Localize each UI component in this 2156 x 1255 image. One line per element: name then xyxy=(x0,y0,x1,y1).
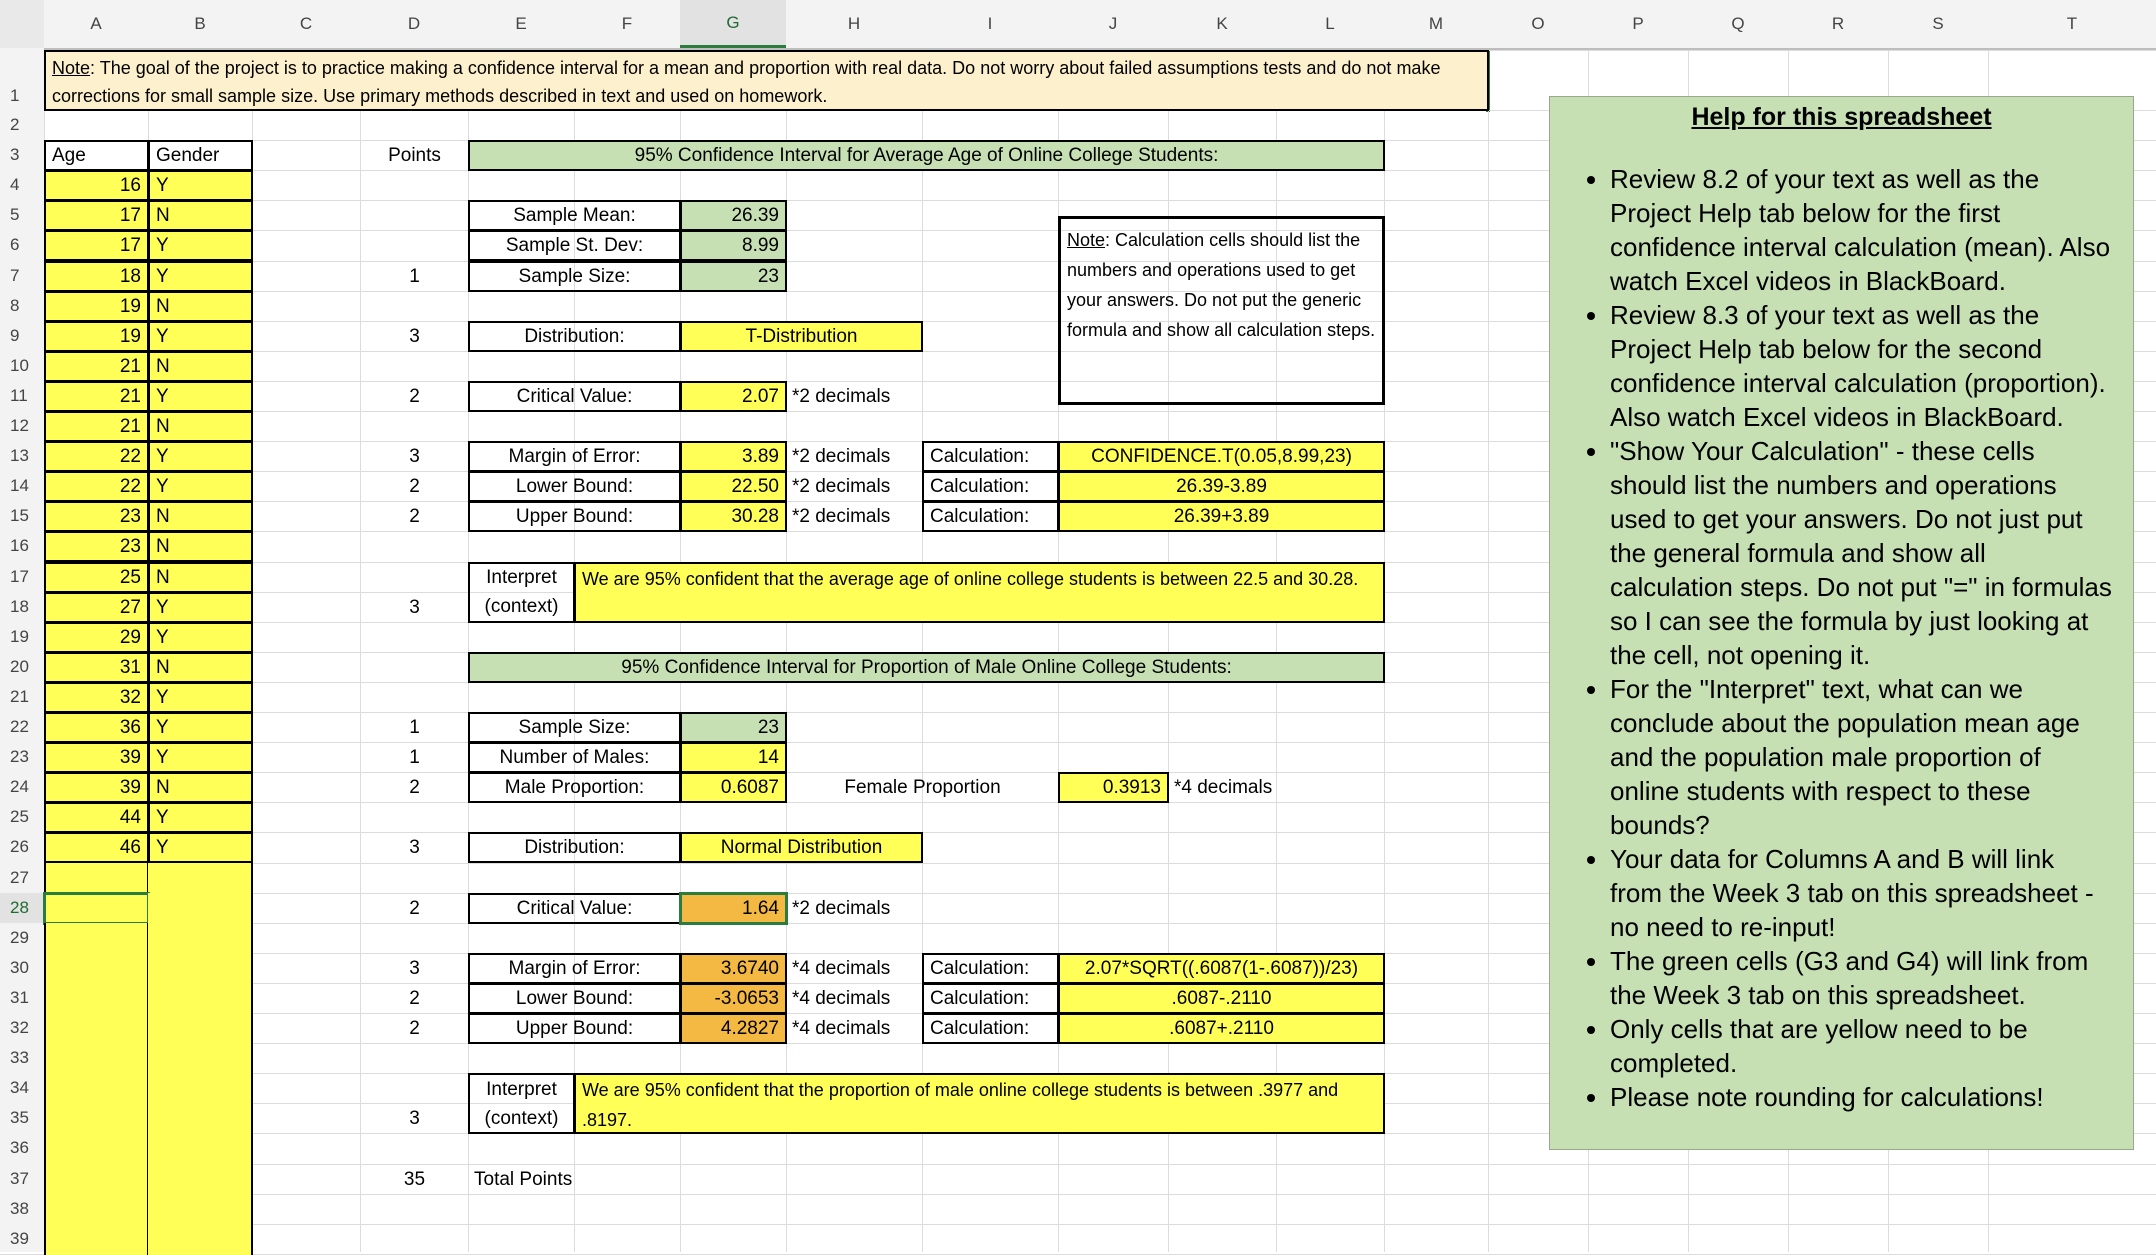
row-header-29[interactable]: 29 xyxy=(10,927,29,947)
prop-lower-bound-label: Lower Bound: xyxy=(468,983,681,1014)
age-cell-empty[interactable] xyxy=(44,923,149,954)
row-header-23[interactable]: 23 xyxy=(10,747,29,767)
prop-upper-bound-value[interactable]: 4.2827 xyxy=(680,1013,787,1044)
help-list xyxy=(1570,162,2113,1114)
row-header-25[interactable]: 25 xyxy=(10,807,29,827)
sample-sd-label: Sample St. Dev: xyxy=(468,230,681,261)
female-proportion-value[interactable]: 0.3913 xyxy=(1058,772,1169,803)
calculation-note xyxy=(1058,216,1385,405)
row-header-33[interactable]: 33 xyxy=(10,1048,29,1068)
column-gridline xyxy=(922,0,923,1252)
row-header-7[interactable]: 7 xyxy=(10,265,20,285)
gender-cell-empty[interactable] xyxy=(148,893,253,924)
row-header-11[interactable]: 11 xyxy=(10,385,28,405)
prop-margin-of-error-value[interactable]: 3.6740 xyxy=(680,953,787,984)
row-header-32[interactable]: 32 xyxy=(10,1018,29,1038)
age-cell[interactable]: 22 xyxy=(44,471,149,502)
age-cell-empty[interactable] xyxy=(44,983,149,1014)
age-cell[interactable]: 44 xyxy=(44,802,149,833)
points-value[interactable]: 3 xyxy=(409,957,420,979)
age-cell-empty[interactable] xyxy=(44,863,149,894)
prop-margin-of-error-label: Margin of Error: xyxy=(468,953,681,984)
gender-cell[interactable]: N xyxy=(148,411,253,442)
row-header-14[interactable]: 14 xyxy=(10,476,29,496)
points-value[interactable]: 1 xyxy=(409,265,420,287)
age-cell[interactable]: 39 xyxy=(44,742,149,773)
age-cell-empty[interactable] xyxy=(44,1194,149,1225)
prop-distribution-value[interactable]: Normal Distribution xyxy=(680,832,923,863)
lower-bound-value[interactable]: 22.50 xyxy=(680,471,787,502)
age-cell[interactable]: 21 xyxy=(44,351,149,382)
help-item: • Review 8.3 of your text as well as the Project Help tab below for the second confidence interval calculation (proportion). Also watch Excel videos in BlackBoard. xyxy=(1610,298,2113,434)
gender-cell[interactable]: N xyxy=(148,652,253,683)
gender-cell[interactable]: N xyxy=(148,501,253,532)
column-header-o[interactable]: O xyxy=(1531,14,1545,33)
prop-sample-size-value[interactable]: 23 xyxy=(680,712,787,743)
gender-cell[interactable]: Y xyxy=(148,261,253,292)
column-header-m[interactable]: M xyxy=(1428,14,1444,33)
points-value[interactable]: 2 xyxy=(409,476,420,498)
column-gridline xyxy=(786,0,787,1252)
calculation-note-text: : Calculation cells should list the numbers and operations used to get your answers. Do not put the generic formula and show all calculation steps. xyxy=(1067,230,1376,341)
prop-critical-value[interactable]: 1.64 xyxy=(680,893,787,924)
column-gridline xyxy=(1488,0,1489,1252)
column-header-q[interactable]: Q xyxy=(1731,14,1745,33)
help-item: • "Show Your Calculation" - these cells should list the numbers and operations used to get your answers. Do not just put the general formula and show all calculation steps. Do not put "=" in formulas so I can see the formula by just looking at the cell, not opening it. xyxy=(1610,434,2113,672)
prop-interpret-label xyxy=(468,1073,575,1134)
gender-cell[interactable]: N xyxy=(148,772,253,803)
row-header-31[interactable]: 31 xyxy=(10,987,29,1007)
gender-cell[interactable]: Y xyxy=(148,230,253,261)
decimals-note: *2 decimals xyxy=(792,446,891,468)
row-gridline xyxy=(0,1164,2156,1165)
gender-cell-empty[interactable] xyxy=(148,1013,253,1044)
gender-cell[interactable]: Y xyxy=(148,622,253,653)
row-header-19[interactable]: 19 xyxy=(10,626,29,646)
gender-cell[interactable]: Y xyxy=(148,592,253,623)
sample-size-value[interactable]: 23 xyxy=(680,261,787,292)
help-item: • For the "Interpret" text, what can we conclude about the population mean age and the population male proportion of online students with respect to these bounds? xyxy=(1610,672,2113,842)
upper-bound-label: Upper Bound: xyxy=(468,501,681,532)
row-header-5[interactable]: 5 xyxy=(10,205,20,225)
female-proportion-label: Female Proportion xyxy=(844,777,1001,799)
prop-lower-bound-calculation[interactable]: .6087-.2110 xyxy=(1058,983,1385,1014)
calculation-label: Calculation: xyxy=(922,953,1059,984)
sample-mean-value[interactable]: 26.39 xyxy=(680,200,787,231)
gender-cell[interactable]: Y xyxy=(148,712,253,743)
prop-distribution-label: Distribution: xyxy=(468,832,681,863)
age-cell[interactable]: 17 xyxy=(44,200,149,231)
age-cell-empty[interactable] xyxy=(44,1103,149,1134)
gender-cell-empty[interactable] xyxy=(148,1164,253,1195)
points-value[interactable]: 2 xyxy=(409,777,420,799)
gender-cell[interactable]: Y xyxy=(148,321,253,352)
distribution-label: Distribution: xyxy=(468,321,681,352)
gender-cell[interactable]: Y xyxy=(148,170,253,201)
column-gridline xyxy=(680,0,681,1252)
age-cell-empty[interactable] xyxy=(44,893,149,924)
gender-cell-empty[interactable] xyxy=(148,1133,253,1164)
calculation-label: Calculation: xyxy=(922,441,1059,472)
row-header-18[interactable]: 18 xyxy=(10,596,29,616)
column-gridline xyxy=(1276,0,1277,1252)
column-header-f[interactable]: F xyxy=(621,14,633,33)
upper-bound-value[interactable]: 30.28 xyxy=(680,501,787,532)
gender-cell[interactable]: N xyxy=(148,562,253,593)
column-header-t[interactable]: T xyxy=(2066,14,2078,33)
row-header-10[interactable]: 10 xyxy=(10,355,29,375)
age-cell-empty[interactable] xyxy=(44,1013,149,1044)
four-decimals-note: *4 decimals xyxy=(792,957,891,979)
gender-cell-empty[interactable] xyxy=(148,863,253,894)
points-value[interactable]: 3 xyxy=(409,1108,420,1130)
age-cell[interactable]: 19 xyxy=(44,291,149,322)
gender-cell[interactable]: Y xyxy=(148,471,253,502)
gender-cell[interactable]: Y xyxy=(148,802,253,833)
column-header-d[interactable]: D xyxy=(407,14,421,33)
prop-interpret-text[interactable]: We are 95% confident that the proportion of male online college students is between .3977 and .8197. xyxy=(574,1073,1385,1134)
row-header-36[interactable]: 36 xyxy=(10,1138,29,1158)
gender-cell[interactable]: N xyxy=(148,351,253,382)
help-item: • The green cells (G3 and G4) will link from the Week 3 tab on this spreadsheet. xyxy=(1610,944,2113,1012)
row-header-28[interactable]: 28 xyxy=(0,893,44,923)
calculation-label: Calculation: xyxy=(922,1013,1059,1044)
help-panel xyxy=(1549,96,2134,1150)
project-note[interactable] xyxy=(44,50,1489,111)
points-value[interactable]: 1 xyxy=(409,717,420,739)
column-header-h[interactable]: H xyxy=(847,14,861,33)
critical-value[interactable]: 2.07 xyxy=(680,381,787,412)
row-header-37[interactable]: 37 xyxy=(10,1168,29,1188)
mean-ci-title: 95% Confidence Interval for Average Age of Online College Students: xyxy=(468,140,1385,171)
row-header-16[interactable]: 16 xyxy=(10,536,29,556)
gender-cell[interactable]: Y xyxy=(148,381,253,412)
four-decimals-note: *4 decimals xyxy=(1174,777,1273,799)
calculation-note-label: Note xyxy=(1067,230,1106,251)
age-cell-empty[interactable] xyxy=(44,1133,149,1164)
gender-cell-empty[interactable] xyxy=(148,983,253,1014)
help-item: • Please note rounding for calculations! xyxy=(1610,1080,2113,1114)
age-cell[interactable]: 46 xyxy=(44,832,149,863)
age-cell-empty[interactable] xyxy=(44,953,149,984)
column-header-p[interactable]: P xyxy=(1632,14,1644,33)
row-header-30[interactable]: 30 xyxy=(10,957,29,977)
number-of-males-value[interactable]: 14 xyxy=(680,742,787,773)
calculation-label: Calculation: xyxy=(922,501,1059,532)
decimals-note: *2 decimals xyxy=(792,506,891,528)
upper-bound-calculation[interactable]: 26.39+3.89 xyxy=(1058,501,1385,532)
column-header-c[interactable]: C xyxy=(299,14,313,33)
prop-interpret-label-line2: (context) xyxy=(484,1107,559,1129)
row-header-9[interactable]: 9 xyxy=(10,325,20,345)
points-value[interactable]: 1 xyxy=(409,747,420,769)
age-cell[interactable]: 27 xyxy=(44,592,149,623)
gender-cell[interactable]: Y xyxy=(148,682,253,713)
margin-of-error-label: Margin of Error: xyxy=(468,441,681,472)
row-gridline xyxy=(0,1194,2156,1195)
prop-upper-bound-calculation[interactable]: .6087+.2110 xyxy=(1058,1013,1385,1044)
age-cell[interactable]: 31 xyxy=(44,652,149,683)
row-header-8[interactable]: 8 xyxy=(10,295,20,315)
prop-interpret-label-line1: Interpret xyxy=(486,1078,557,1100)
age-cell[interactable]: 21 xyxy=(44,411,149,442)
gender-cell[interactable]: N xyxy=(148,200,253,231)
points-value[interactable]: 3 xyxy=(409,837,420,859)
sample-sd-value[interactable]: 8.99 xyxy=(680,230,787,261)
row-header-1[interactable]: 1 xyxy=(10,86,20,105)
decimals-note: *2 decimals xyxy=(792,385,891,407)
help-item: • Your data for Columns A and B will link from the Week 3 tab on this spreadsheet - no need to re-input! xyxy=(1610,842,2113,944)
row-header-26[interactable]: 26 xyxy=(10,837,29,857)
column-header-j[interactable]: J xyxy=(1108,14,1118,33)
number-of-males-label: Number of Males: xyxy=(468,742,681,773)
calculation-label: Calculation: xyxy=(922,983,1059,1014)
gender-cell[interactable]: Y xyxy=(148,832,253,863)
age-cell[interactable]: 29 xyxy=(44,622,149,653)
row-header-39[interactable]: 39 xyxy=(10,1228,29,1248)
column-header-s[interactable]: S xyxy=(1932,14,1944,33)
age-cell[interactable]: 22 xyxy=(44,441,149,472)
row-header-15[interactable]: 15 xyxy=(10,506,29,526)
sample-mean-label: Sample Mean: xyxy=(468,200,681,231)
calculation-label: Calculation: xyxy=(922,471,1059,502)
margin-of-error-value[interactable]: 3.89 xyxy=(680,441,787,472)
male-proportion-value[interactable]: 0.6087 xyxy=(680,772,787,803)
age-cell[interactable]: 36 xyxy=(44,712,149,743)
row-gridline xyxy=(0,1224,2156,1225)
column-gridline xyxy=(360,0,361,1252)
help-item: • Review 8.2 of your text as well as the Project Help tab below for the first confidence interval calculation (mean). Also watch Excel videos in BlackBoard. xyxy=(1610,162,2113,298)
help-item: • Only cells that are yellow need to be completed. xyxy=(1610,1012,2113,1080)
column-header-g[interactable]: G xyxy=(680,0,786,48)
points-value[interactable]: 2 xyxy=(409,897,420,919)
critical-value-label: Critical Value: xyxy=(468,381,681,412)
prop-moe-calculation[interactable]: 2.07*SQRT((.6087(1-.6087))/23) xyxy=(1058,953,1385,984)
column-gridline xyxy=(468,0,469,1252)
row-header-13[interactable]: 13 xyxy=(10,446,29,466)
decimals-note: *2 decimals xyxy=(792,476,891,498)
prop-critical-value-label: Critical Value: xyxy=(468,893,681,924)
column-gridline xyxy=(1384,0,1385,1252)
age-header[interactable]: Age xyxy=(44,140,149,171)
four-decimals-note: *4 decimals xyxy=(792,1018,891,1040)
points-value[interactable]: 3 xyxy=(409,446,420,468)
gender-cell[interactable]: N xyxy=(148,531,253,562)
age-cell[interactable]: 16 xyxy=(44,170,149,201)
points-value[interactable]: 2 xyxy=(409,506,420,528)
gender-cell-empty[interactable] xyxy=(148,1224,253,1255)
lower-bound-label: Lower Bound: xyxy=(468,471,681,502)
row-header-35[interactable]: 35 xyxy=(10,1108,29,1128)
four-decimals-note: *4 decimals xyxy=(792,987,891,1009)
interpret-label-line2: (context) xyxy=(484,595,559,617)
points-value[interactable]: 2 xyxy=(409,385,420,407)
interpret-label-line1: Interpret xyxy=(486,567,557,589)
prop-ci-title: 95% Confidence Interval for Proportion of Male Online College Students: xyxy=(468,652,1385,683)
row-header-24[interactable]: 24 xyxy=(10,777,29,797)
distribution-value[interactable]: T-Distribution xyxy=(680,321,923,352)
row-header-17[interactable]: 17 xyxy=(10,566,29,586)
row-header-3[interactable]: 3 xyxy=(10,145,20,165)
column-gridline xyxy=(1058,0,1059,1252)
row-header-6[interactable]: 6 xyxy=(10,235,20,255)
row-header-22[interactable]: 22 xyxy=(10,717,29,737)
row-header-20[interactable]: 20 xyxy=(10,656,29,676)
two-decimals-note: *2 decimals xyxy=(792,897,891,919)
column-header-a[interactable]: A xyxy=(90,14,102,33)
gender-cell-empty[interactable] xyxy=(148,1043,253,1074)
age-cell[interactable]: 25 xyxy=(44,562,149,593)
column-gridline xyxy=(1168,0,1169,1252)
sample-size-label: Sample Size: xyxy=(468,261,681,292)
age-cell[interactable]: 21 xyxy=(44,381,149,412)
prop-lower-bound-value[interactable]: -3.0653 xyxy=(680,983,787,1014)
interpret-text[interactable]: We are 95% confident that the average age of online college students is between 22.5 and 30.28. xyxy=(574,562,1385,623)
column-gridline xyxy=(574,0,575,1252)
age-cell[interactable]: 18 xyxy=(44,261,149,292)
row-header-34[interactable]: 34 xyxy=(10,1078,29,1098)
age-cell[interactable]: 17 xyxy=(44,230,149,261)
note-label: Note xyxy=(52,58,91,78)
gender-cell[interactable]: Y xyxy=(148,742,253,773)
points-value[interactable]: 35 xyxy=(403,1168,426,1190)
gender-cell-empty[interactable] xyxy=(148,1073,253,1104)
gender-cell[interactable]: N xyxy=(148,291,253,322)
male-proportion-label: Male Proportion: xyxy=(468,772,681,803)
gender-cell[interactable]: Y xyxy=(148,441,253,472)
points-value[interactable]: 2 xyxy=(409,1018,420,1040)
age-cell-empty[interactable] xyxy=(44,1224,149,1255)
column-header-l[interactable]: L xyxy=(1325,14,1335,33)
row-header-38[interactable]: 38 xyxy=(10,1198,29,1218)
column-header-k[interactable]: K xyxy=(1216,14,1228,33)
row-header-21[interactable]: 21 xyxy=(10,686,29,706)
gender-cell-empty[interactable] xyxy=(148,1103,253,1134)
points-value[interactable]: 3 xyxy=(409,325,420,347)
gender-cell-empty[interactable] xyxy=(148,923,253,954)
total-points-label: Total Points xyxy=(474,1168,573,1190)
points-header[interactable]: Points xyxy=(388,145,441,167)
age-cell-empty[interactable] xyxy=(44,1164,149,1195)
age-cell-empty[interactable] xyxy=(44,1043,149,1074)
age-cell[interactable]: 39 xyxy=(44,772,149,803)
moe-calculation[interactable]: CONFIDENCE.T(0.05,8.99,23) xyxy=(1058,441,1385,472)
prop-sample-size-label: Sample Size: xyxy=(468,712,681,743)
prop-upper-bound-label: Upper Bound: xyxy=(468,1013,681,1044)
row-header-12[interactable]: 12 xyxy=(10,416,29,436)
gender-cell-empty[interactable] xyxy=(148,953,253,984)
age-cell-empty[interactable] xyxy=(44,1073,149,1104)
points-value[interactable]: 2 xyxy=(409,987,420,1009)
age-cell[interactable]: 23 xyxy=(44,531,149,562)
points-value[interactable]: 3 xyxy=(409,596,420,618)
row-header-4[interactable]: 4 xyxy=(10,175,20,195)
row-header-27[interactable]: 27 xyxy=(10,867,29,887)
help-title: Help for this spreadsheet xyxy=(1691,103,1992,131)
gender-header[interactable]: Gender xyxy=(148,140,253,171)
row-header-2[interactable]: 2 xyxy=(10,115,20,135)
gender-cell-empty[interactable] xyxy=(148,1194,253,1225)
lower-bound-calculation[interactable]: 26.39-3.89 xyxy=(1058,471,1385,502)
column-header-e[interactable]: E xyxy=(515,14,527,33)
select-all-corner[interactable] xyxy=(0,0,44,48)
interpret-label xyxy=(468,562,575,623)
column-header-i[interactable]: I xyxy=(987,14,993,33)
note-text: : The goal of the project is to practice making a confidence interval for a mean and proportion with real data. Do not worry about failed assumptions tests and do not make corrections for small sample size. Use primary methods described in text and used on homework. xyxy=(52,58,1441,106)
column-header-r[interactable]: R xyxy=(1831,14,1845,33)
age-cell[interactable]: 23 xyxy=(44,501,149,532)
age-cell[interactable]: 19 xyxy=(44,321,149,352)
age-cell[interactable]: 32 xyxy=(44,682,149,713)
column-header-b[interactable]: B xyxy=(194,14,206,33)
